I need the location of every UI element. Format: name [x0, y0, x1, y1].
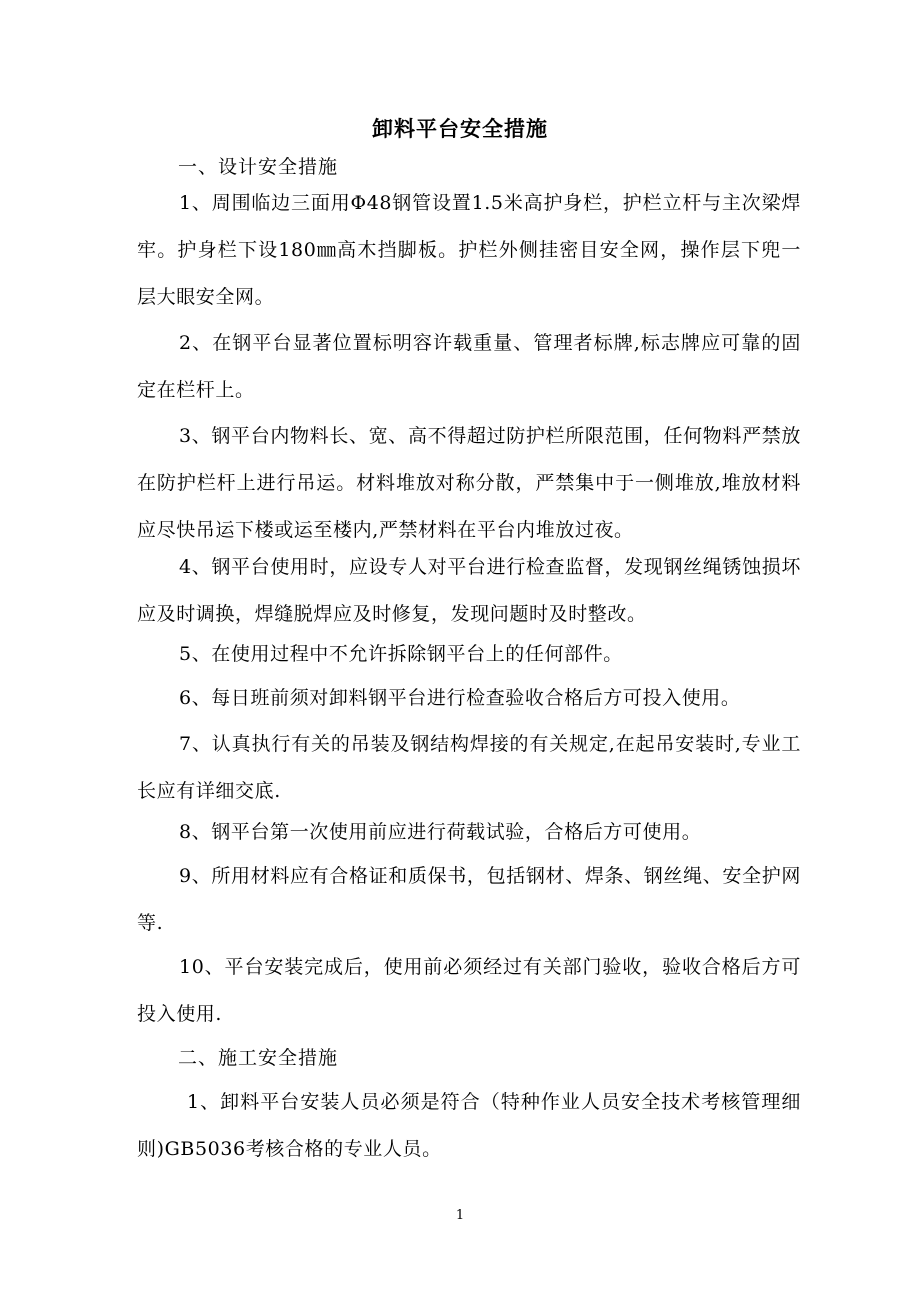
document-title: 卸料平台安全措施 — [372, 116, 548, 141]
paragraph-item-7: 7、认真执行有关的吊装及钢结构焊接的有关规定,在起吊安装时,专业工长应有详细交底. — [137, 733, 801, 802]
paragraph-item-9: 9、所用材料应有合格证和质保书，包括钢材、焊条、钢丝绳、安全护网等. — [137, 865, 801, 934]
paragraph-item-4: 4、钢平台使用时，应设专人对平台进行检查监督，发现钢丝绳锈蚀损坏应及时调换，焊缝脱焊应及时修复，发现问题时及时整改。 — [137, 556, 801, 625]
paragraph-item-3: 3、钢平台内物料长、宽、高不得超过防护栏所限范围，任何物料严禁放在防护栏杆上进行吊运。材料堆放对称分散，严禁集中于一侧堆放,堆放材料应尽快吊运下楼或运至楼内,严禁材料在平台内堆放过夜。 — [137, 425, 801, 541]
section-heading-construction: 二、施工安全措施 — [178, 1047, 339, 1069]
paragraph-item-8: 8、钢平台第一次使用前应进行荷载试验，合格后方可使用。 — [179, 821, 702, 843]
paragraph-item-2: 2、在钢平台显著位置标明容许载重量、管理者标牌,标志牌应可靠的固定在栏杆上。 — [137, 332, 801, 401]
paragraph-item-6: 6、每日班前须对卸料钢平台进行检查验收合格后方可投入使用。 — [179, 687, 741, 709]
page-number: 1 — [455, 1208, 465, 1223]
section-heading-design: 一、设计安全措施 — [178, 156, 339, 178]
paragraph-item-1: 1、周围临边三面用Φ48钢管设置1.5米高护身栏，护栏立杆与主次梁焊牢。护身栏下设180㎜高木挡脚板。护栏外侧挂密目安全网，操作层下兜一层大眼安全网。 — [137, 192, 801, 308]
paragraph-construction-item-1: 1、卸料平台安装人员必须是符合（特种作业人员安全技术考核管理细则)GB5036考核合格的专业人员。 — [137, 1091, 801, 1160]
paragraph-item-10: 10、平台安装完成后，使用前必须经过有关部门验收，验收合格后方可投入使用. — [137, 956, 801, 1025]
paragraph-item-5: 5、在使用过程中不允许拆除钢平台上的任何部件。 — [179, 643, 623, 665]
